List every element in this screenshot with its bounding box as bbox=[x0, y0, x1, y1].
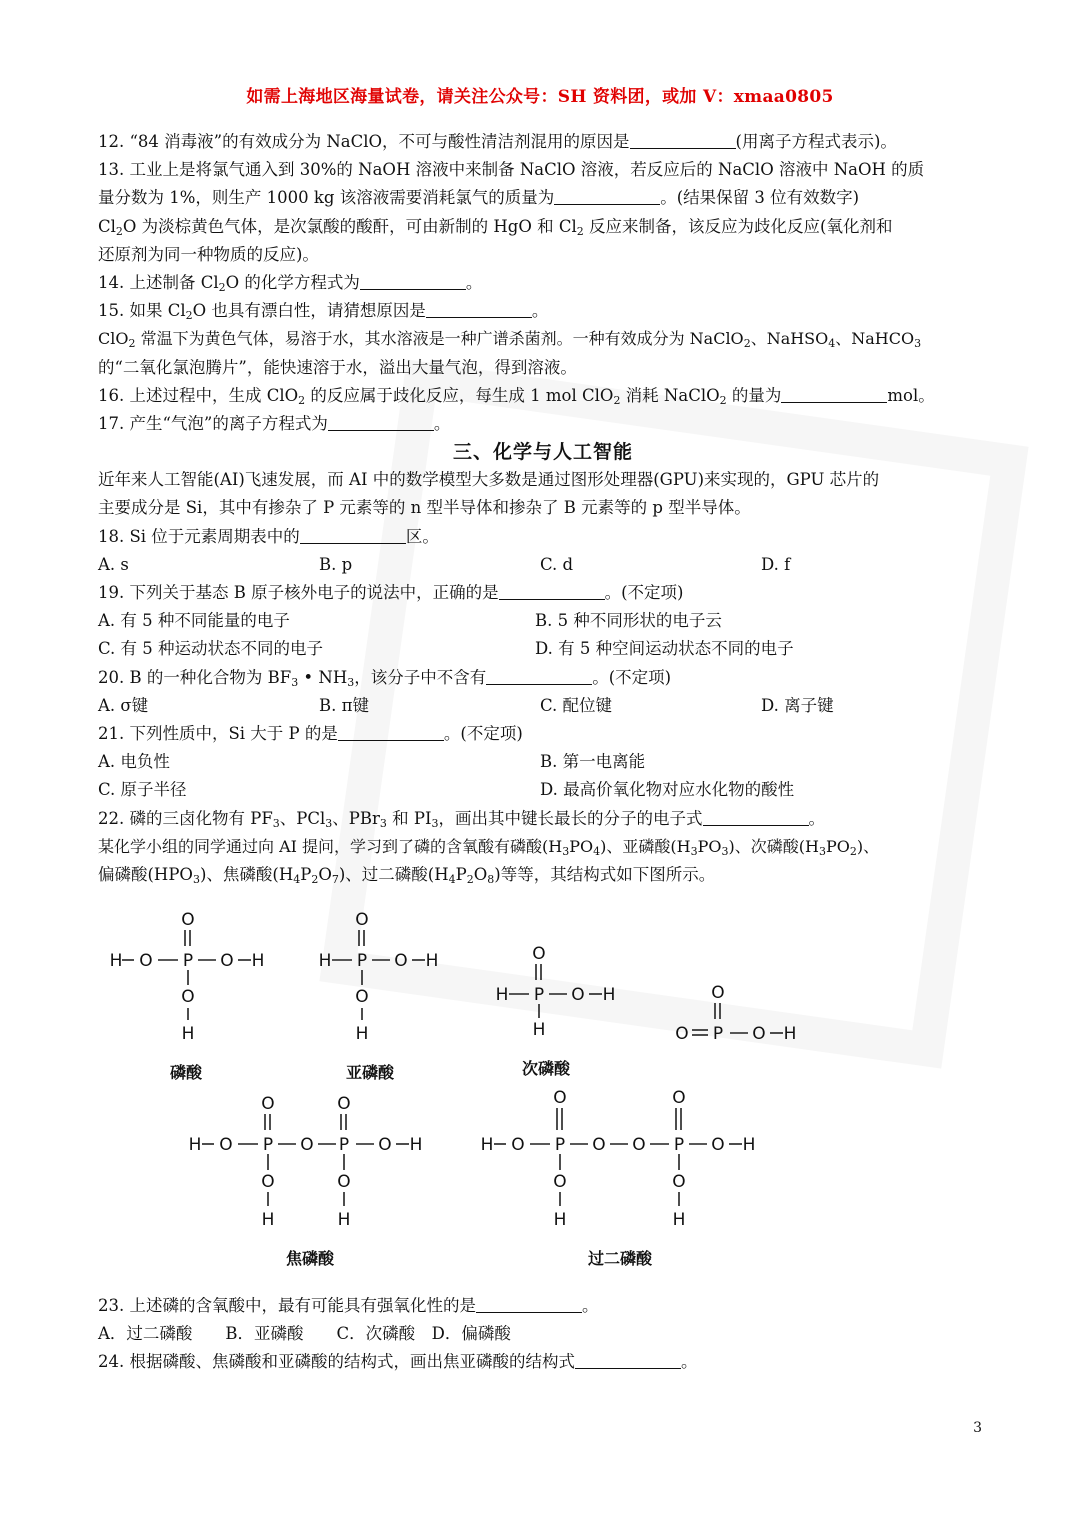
atom-label: H bbox=[672, 1210, 686, 1230]
option-a[interactable]: A. σ键 bbox=[98, 695, 149, 715]
question-17: 17. 产生“气泡”的离子方程式为 。 bbox=[98, 413, 451, 433]
atom-label: O bbox=[300, 1135, 314, 1155]
caption-phosphoric-acid: 磷酸 bbox=[169, 1063, 203, 1082]
atom-label: O bbox=[261, 1172, 275, 1192]
caption-peroxydiphosphoric-acid: 过二磷酸 bbox=[587, 1249, 653, 1268]
atom-label: H bbox=[188, 1135, 202, 1155]
question-21: 21. 下列性质中，Si 大于 P 的是 。(不定项) bbox=[98, 723, 523, 743]
atom-label: H bbox=[337, 1210, 351, 1230]
question-16: 16. 上述过程中，生成 ClO$_2$ 的反应属于歧化反应，每生成 1 mol ClO$_2$ 消耗 NaClO$_2$ 的量为 mol。 bbox=[98, 385, 935, 407]
atom-label: O bbox=[711, 1135, 725, 1155]
atom-label: H bbox=[532, 1020, 546, 1040]
option-c[interactable]: C. 配位键 bbox=[540, 695, 613, 715]
atom-label: O bbox=[672, 1172, 686, 1192]
caption-hypophosphorous-acid: 次磷酸 bbox=[521, 1059, 571, 1078]
answer-blank[interactable] bbox=[630, 130, 736, 149]
atom-label: O bbox=[752, 1024, 766, 1044]
paragraph-ai-line2: 主要成分是 Si，其中有掺杂了 P 元素等的 n 型半导体和掺杂了 B 元素等的 p 型半导体。 bbox=[98, 498, 751, 518]
question-13-line1: 13. 工业上是将氯气通入到 30%的 NaOH 溶液中来制备 NaClO 溶液，若反应后的 NaClO 溶液中 NaOH 的质 bbox=[98, 160, 925, 180]
question-18: 18. Si 位于元素周期表中的 区。 bbox=[98, 526, 439, 546]
atom-label: O bbox=[394, 951, 408, 971]
answer-blank[interactable] bbox=[338, 722, 444, 741]
option-c[interactable]: C. d bbox=[540, 554, 574, 574]
option-b[interactable]: B. 第一电离能 bbox=[540, 752, 646, 772]
atom-label: P bbox=[673, 1135, 685, 1155]
atom-label: P bbox=[182, 951, 194, 971]
question-20: 20. B 的一种化合物为 $BF_3$ • $NH_3$，该分子中不含有 。(不定项) bbox=[98, 667, 672, 689]
answer-blank[interactable] bbox=[486, 666, 592, 685]
option-b[interactable]: B. π键 bbox=[319, 695, 369, 715]
question-21-options-2 bbox=[98, 776, 988, 804]
header-notice: 如需上海地区海量试卷，请关注公众号：SH 资料团，或加 V：xmaa0805 bbox=[246, 87, 834, 107]
atom-label: H bbox=[355, 1024, 369, 1044]
exam-content bbox=[98, 128, 988, 889]
atom-label: H bbox=[181, 1024, 195, 1044]
atom-label: H bbox=[602, 985, 616, 1005]
question-21-options-1 bbox=[98, 748, 988, 776]
atom-label: O bbox=[337, 1172, 351, 1192]
atom-label: O bbox=[355, 910, 369, 930]
answer-blank[interactable] bbox=[476, 1294, 582, 1313]
atom-label: H bbox=[742, 1135, 756, 1155]
option-c[interactable]: C. 原子半径 bbox=[98, 780, 187, 800]
atom-label: H bbox=[495, 985, 509, 1005]
section-title: 三、化学与人工智能 bbox=[452, 441, 633, 464]
answer-blank[interactable] bbox=[554, 186, 660, 205]
answer-blank[interactable] bbox=[328, 412, 434, 431]
atom-label: P bbox=[533, 985, 545, 1005]
atom-label: H bbox=[783, 1024, 797, 1044]
atom-label: P bbox=[554, 1135, 566, 1155]
atom-label: O bbox=[337, 1094, 351, 1114]
atom-label: O bbox=[532, 944, 546, 964]
answer-blank[interactable] bbox=[499, 581, 605, 600]
question-19-options-1 bbox=[98, 607, 988, 635]
atom-label: H bbox=[251, 951, 265, 971]
paragraph-acids-line1: 某化学小组的同学通过向 AI 提问，学习到了磷的含氧酸有磷酸$(H_3PO_4)$、亚磷酸$(H_3PO_3)$、次磷酸$(H_3PO_2)$、 bbox=[98, 836, 880, 858]
atom-label: H bbox=[409, 1135, 423, 1155]
option-d[interactable]: D. 离子键 bbox=[761, 695, 834, 715]
atom-label: H bbox=[261, 1210, 275, 1230]
atom-label: O bbox=[261, 1094, 275, 1114]
atom-label: O bbox=[511, 1135, 525, 1155]
atom-label: P bbox=[712, 1024, 724, 1044]
question-23: 23. 上述磷的含氧酸中，最有可能具有强氧化性的是 。 bbox=[98, 1296, 599, 1315]
paragraph-acids-line2: 偏磷酸$(HPO_3)$、焦磷酸$(H_4P_2O_7)$、过二磷酸$(H_4P_2O_8)$等等，其结构式如下图所示。 bbox=[98, 864, 716, 886]
atom-label: O bbox=[219, 1135, 233, 1155]
atom-label: H bbox=[318, 951, 332, 971]
caption-pyrophosphoric-acid: 焦磷酸 bbox=[285, 1249, 335, 1268]
atom-label: O bbox=[139, 951, 153, 971]
atom-label: O bbox=[672, 1088, 686, 1108]
question-15: 15. 如果 $Cl_2O$ 也具有漂白性，请猜想原因是 。 bbox=[98, 301, 549, 323]
option-c[interactable]: C. 有 5 种运动状态不同的电子 bbox=[98, 639, 324, 659]
atom-label: P bbox=[262, 1135, 274, 1155]
atom-label: O bbox=[220, 951, 234, 971]
atom-label: P bbox=[338, 1135, 350, 1155]
option-a[interactable]: A. 有 5 种不同能量的电子 bbox=[98, 611, 290, 631]
question-14: 14. 上述制备 $Cl_2O$ 的化学方程式为 。 bbox=[98, 272, 483, 294]
structural-formulas-figure bbox=[98, 900, 818, 1280]
question-19-options-2 bbox=[98, 635, 988, 663]
question-23-options[interactable]: A．过二磷酸 B．亚磷酸 C．次磷酸 D．偏磷酸 bbox=[98, 1324, 511, 1344]
atom-label: H bbox=[480, 1135, 494, 1155]
caption-phosphorous-acid: 亚磷酸 bbox=[345, 1063, 395, 1082]
question-24: 24. 根据磷酸、焦磷酸和亚磷酸的结构式，画出焦亚磷酸的结构式 。 bbox=[98, 1352, 698, 1372]
atom-label: O bbox=[632, 1135, 646, 1155]
atom-label: P bbox=[356, 951, 368, 971]
option-d[interactable]: D. f bbox=[761, 554, 791, 574]
answer-blank[interactable] bbox=[703, 807, 809, 826]
paragraph-clo2-line1: ClO$_2$ 常温下为黄色气体，易溶于水，其水溶液是一种广谱杀菌剂。一种有效成分为 NaClO$_2$、NaHSO$_4$、NaHCO$_3$ bbox=[98, 329, 922, 351]
atom-label: O bbox=[181, 987, 195, 1007]
question-22: 22. 磷的三卤化物有 $PF_3$、PCl$_3$、PBr$_3$ 和 $PI_3$，画出其中键长最长的分子的电子式 。 bbox=[98, 808, 826, 830]
atom-label: H bbox=[425, 951, 439, 971]
exam-content-bottom bbox=[98, 1292, 988, 1377]
answer-blank[interactable] bbox=[575, 1350, 681, 1369]
option-d[interactable]: D. 最高价氧化物对应水化物的酸性 bbox=[540, 780, 795, 800]
atom-label: O bbox=[711, 983, 725, 1003]
question-20-options bbox=[98, 692, 988, 720]
paragraph-clo2-line2: 的“二氧化氯泡腾片”，能快速溶于水，溢出大量气泡，得到溶液。 bbox=[98, 357, 577, 377]
atom-label: O bbox=[378, 1135, 392, 1155]
option-d[interactable]: D. 有 5 种空间运动状态不同的电子 bbox=[535, 639, 794, 659]
question-19: 19. 下列关于基态 B 原子核外电子的说法中，正确的是 。(不定项) bbox=[98, 583, 684, 602]
atom-label: O bbox=[553, 1088, 567, 1108]
atom-label: O bbox=[181, 910, 195, 930]
paragraph-cl2o-line1: $Cl_2O$ 为淡棕黄色气体，是次氯酸的酸酐，可由新制的 HgO 和 $Cl_2$ 反应来制备，该反应为歧化反应(氧化剂和 bbox=[98, 216, 893, 238]
atom-label: O bbox=[675, 1024, 689, 1044]
answer-blank[interactable] bbox=[426, 299, 532, 318]
page-number: 3 bbox=[973, 1420, 982, 1436]
atom-label: H bbox=[553, 1210, 567, 1230]
question-18-options bbox=[98, 551, 988, 579]
atom-label: O bbox=[571, 985, 585, 1005]
question-12: 12. “84 消毒液”的有效成分为 NaClO，不可与酸性清洁剂混用的原因是 (用离子方程式表示)。 bbox=[98, 132, 897, 151]
atom-label: O bbox=[355, 987, 369, 1007]
question-13-line2: 量分数为 1%，则生产 1000 kg 该溶液需要消耗氯气的质量为 。(结果保留 3 位有效数字) bbox=[98, 188, 860, 208]
paragraph-ai-line1: 近年来人工智能(AI)飞速发展，而 AI 中的数学模型大多数是通过图形处理器(GPU)来实现的，GPU 芯片的 bbox=[98, 470, 880, 490]
option-b[interactable]: B. p bbox=[319, 554, 353, 574]
atom-label: H bbox=[109, 951, 123, 971]
atom-label: O bbox=[592, 1135, 606, 1155]
answer-blank[interactable] bbox=[781, 384, 887, 403]
option-b[interactable]: B. 5 种不同形状的电子云 bbox=[535, 611, 722, 631]
option-a[interactable]: A. s bbox=[98, 554, 129, 574]
paragraph-cl2o-line2: 还原剂为同一种物质的反应)。 bbox=[98, 244, 319, 264]
option-a[interactable]: A. 电负性 bbox=[98, 752, 170, 772]
atom-label: O bbox=[553, 1172, 567, 1192]
answer-blank[interactable] bbox=[360, 271, 466, 290]
answer-blank[interactable] bbox=[300, 525, 406, 544]
